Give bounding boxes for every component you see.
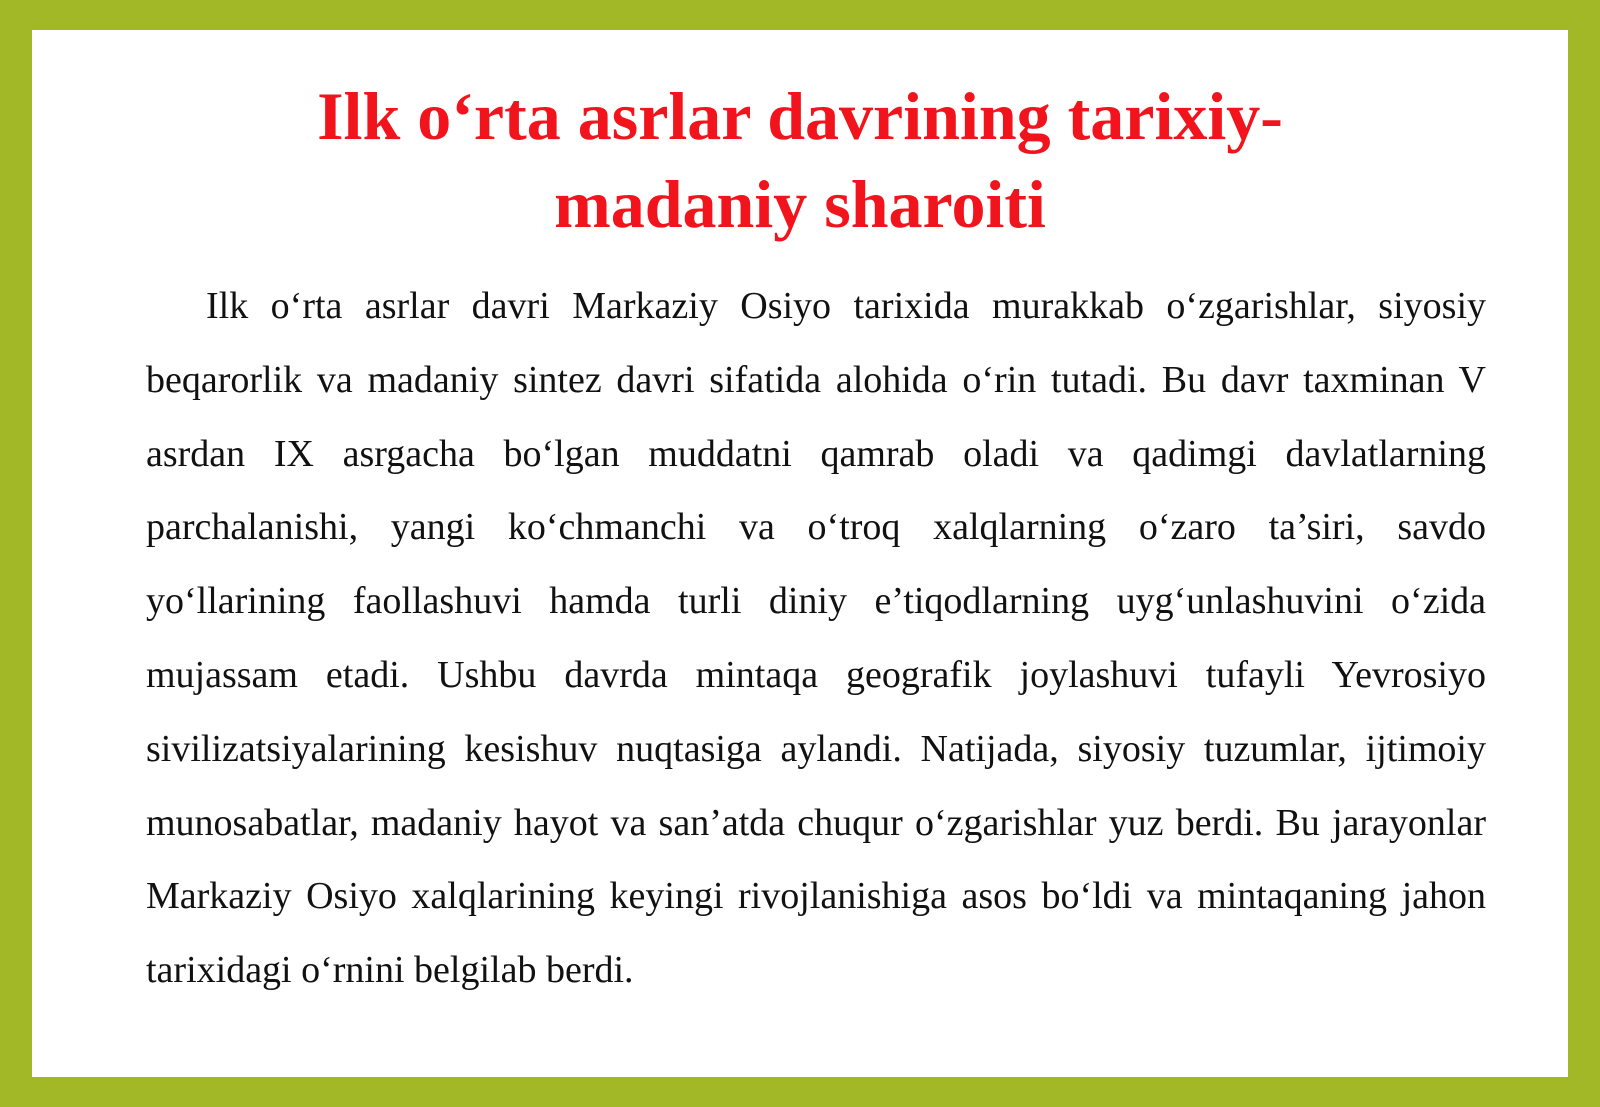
slide-title-line-2: madaniy sharoiti: [554, 166, 1046, 242]
slide-title-line-1: Ilk o‘rta asrlar davrining tarixiy-: [317, 78, 1283, 154]
slide-title: [32, 72, 1568, 248]
slide-canvas: [32, 30, 1568, 1077]
slide-body-paragraph: Ilk o‘rta asrlar davri Markaziy Osiyo tarixida murakkab o‘zgarishlar, siyosiy beqarorlik va madaniy sintez davri sifatida alohida o‘rin tutadi. Bu davr taxminan V asrdan IX asrgacha bo‘lgan muddatni qamrab oladi va qadimgi davlatlarning parchalanishi, yangi ko‘chmanchi va o‘troq xalqlarning o‘zaro ta’siri, savdo yo‘llarining faollashuvi hamda turli diniy e’tiqodlarning uyg‘unlashuvini o‘zida mujassam etadi. Ushbu davrda mintaqa geografik joylashuvi tufayli Yevrosiyo sivilizatsiyalarining kesishuv nuqtasiga aylandi. Natijada, siyosiy tuzumlar, ijtimoiy munosabatlar, madaniy hayot va san’atda chuqur o‘zgarishlar yuz berdi. Bu jarayonlar Markaziy Osiyo xalqlarining keyingi rivojlanishiga asos bo‘ldi va mintaqaning jahon tarixidagi o‘rnini belgilab berdi.: [146, 285, 1486, 992]
